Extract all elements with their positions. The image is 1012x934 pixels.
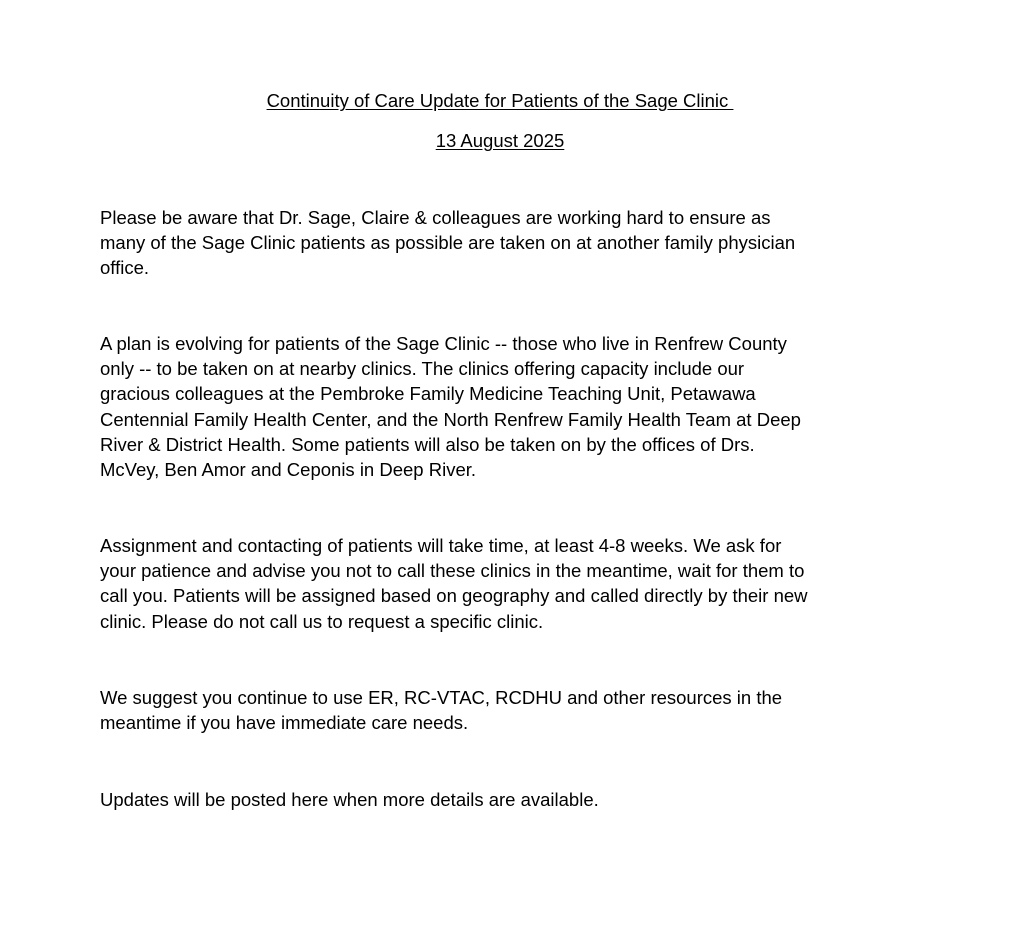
paragraph-line: Please be aware that Dr. Sage, Claire & colleagues are working hard to ensure as: [100, 207, 771, 228]
paragraph-line: meantime if you have immediate care needs.: [100, 712, 469, 734]
paragraph-line: McVey, Ben Amor and Ceponis in Deep River.: [100, 459, 477, 481]
document-date: [0, 130, 1000, 152]
paragraph-line: A plan is evolving for patients of the Sage Clinic -- those who live in Renfrew County: [100, 333, 787, 354]
paragraph-line: call you. Patients will be assigned based on geography and called directly by their new: [100, 585, 808, 607]
paragraph-line: Assignment and contacting of patients will take time, at least 4-8 weeks. We ask for: [100, 535, 782, 556]
paragraph-line: We suggest you continue to use ER, RC-VTAC, RCDHU and other resources in the: [100, 687, 783, 708]
document-title-text: Continuity of Care Update for Patients of the Sage Clinic: [266, 90, 734, 111]
paragraph-plan: [100, 331, 900, 482]
paragraph-updates: [100, 787, 900, 812]
paragraph-resources: [100, 685, 900, 735]
document-date-text: 13 August 2025: [435, 130, 565, 151]
paragraph-line: many of the Sage Clinic patients as possible are taken on at another family physician: [100, 232, 796, 254]
paragraph-line: your patience and advise you not to call these clinics in the meantime, wait for them to: [100, 560, 805, 582]
paragraph-assignment: [100, 533, 900, 634]
paragraph-line: office.: [100, 257, 150, 279]
paragraph-line: River & District Health. Some patients will also be taken on by the offices of Drs.: [100, 433, 755, 455]
paragraph-line: only -- to be taken on at nearby clinics. The clinics offering capacity include our: [100, 358, 745, 380]
paragraph-line: clinic. Please do not call us to request a specific clinic.: [100, 610, 544, 632]
paragraph-line: Centennial Family Health Center, and the North Renfrew Family Health Team at Deep: [100, 408, 801, 430]
paragraph-line: Updates will be posted here when more details are available.: [100, 789, 599, 810]
document-title: [0, 90, 1000, 112]
paragraph-intro: [100, 205, 900, 281]
paragraph-line: gracious colleagues at the Pembroke Family Medicine Teaching Unit, Petawawa: [100, 383, 756, 405]
